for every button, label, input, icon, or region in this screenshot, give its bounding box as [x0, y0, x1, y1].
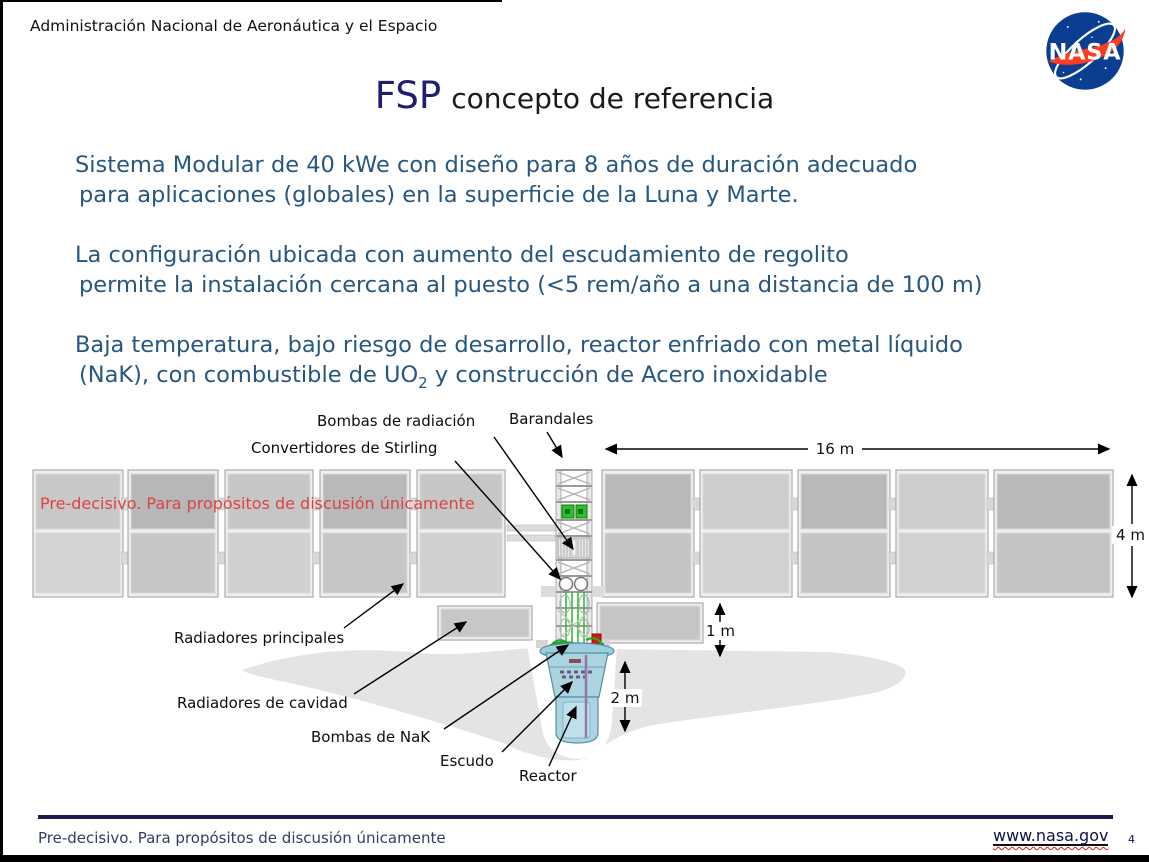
nak-piping	[558, 592, 590, 644]
dimension-16m: 16 m	[810, 440, 860, 458]
pump-circles	[560, 578, 588, 591]
cavity-radiator-left	[438, 606, 532, 640]
predecisional-watermark: Pre-decisivo. Para propósitos de discusión únicamente	[40, 494, 475, 513]
stirling-convertor-block	[558, 538, 590, 558]
tower-side-tab	[593, 586, 604, 597]
title-acronym: FSP	[374, 74, 442, 117]
page-number: 4	[1128, 833, 1135, 846]
radiation-pump-units	[562, 505, 587, 518]
radiator-panel-part	[323, 533, 407, 593]
paragraph-configuration	[75, 240, 983, 300]
slide-bottom-border	[0, 855, 1149, 862]
radiator-panel-part	[228, 533, 310, 593]
radiator-panel-part	[899, 474, 985, 529]
agency-name: Administración Nacional de Aeronáutica y el Espacio	[30, 17, 438, 35]
radiator-panel-part	[703, 474, 789, 529]
dimension-1m: 1 m	[704, 622, 737, 640]
paragraph-reactor-description	[75, 330, 963, 398]
paragraph-line: Baja temperatura, bajo riesgo de desarrollo, reactor enfriado con metal líquido	[75, 332, 963, 358]
uo2-pre-text: (NaK), con combustible de UO	[79, 362, 419, 388]
label-shield: Escudo	[440, 752, 494, 770]
label-cavity-radiators: Radiadores de cavidad	[177, 694, 348, 712]
tower-side-tab	[541, 586, 555, 597]
radiator-panel-part	[997, 533, 1110, 593]
radiator-panel-part	[801, 533, 887, 593]
slide-top-border	[0, 0, 502, 2]
label-main-radiators: Radiadores principales	[174, 629, 345, 647]
paragraph-line: permite la instalación cercana al puesto (<5 rem/año a una distancia de 100 m)	[79, 272, 983, 298]
paragraph-line: Sistema Modular de 40 kWe con diseño para 8 años de duración adecuado	[75, 152, 918, 178]
label-radiation-pumps: Bombas de radiación	[317, 412, 476, 430]
radiator-panel-part	[703, 533, 789, 593]
boom-rail	[507, 535, 555, 541]
uo2-post-text: y construcción de Acero inoxidable	[427, 362, 828, 388]
radiator-panel-part	[131, 533, 215, 593]
nasa-gov-link[interactable]	[993, 827, 1108, 846]
radiator-panel-part	[605, 533, 691, 593]
title-subtitle: concepto de referencia	[451, 82, 775, 115]
paragraph-system-overview	[75, 150, 917, 210]
label-stirling-converters: Convertidores de Stirling	[251, 439, 438, 457]
uo2-subscript: 2	[418, 374, 428, 392]
dimension-4m: 4 m	[1112, 526, 1149, 544]
slide-title	[0, 74, 1149, 117]
paragraph-line: La configuración ubicada con aumento del escudamiento de regolito	[75, 242, 849, 268]
paragraph-line	[79, 360, 963, 398]
fsp-lander-diagram	[0, 400, 1149, 800]
radiator-panel-part	[218, 552, 226, 564]
dimension-2m: 2 m	[608, 689, 642, 707]
tower-x-bracing	[558, 472, 590, 574]
paragraph-line: para aplicaciones (globales) en la superficie de la Luna y Marte.	[79, 182, 799, 208]
label-nak-pumps: Bombas de NaK	[311, 728, 431, 746]
radiator-panel-part	[899, 533, 985, 593]
radiator-panel-part	[801, 474, 887, 529]
radiator-panel-part	[313, 552, 321, 564]
footer-rule	[38, 815, 1113, 819]
radiator-panel-array	[33, 470, 1113, 597]
radiator-panel-part	[420, 533, 502, 593]
nasa-logo-text: NASA	[1048, 39, 1122, 66]
radiator-panel-part	[997, 474, 1110, 529]
radiator-panel-part	[36, 533, 120, 593]
radiator-panel-part	[410, 552, 418, 564]
footer-disclaimer: Pre-decisivo. Para propósitos de discusión únicamente	[38, 829, 446, 847]
nasa-gov-text: www.nasa.gov	[993, 826, 1109, 845]
cavity-radiator-right	[597, 603, 703, 643]
radiator-panel-part	[605, 474, 691, 529]
label-reactor: Reactor	[519, 767, 577, 785]
label-handrails: Barandales	[509, 410, 594, 428]
